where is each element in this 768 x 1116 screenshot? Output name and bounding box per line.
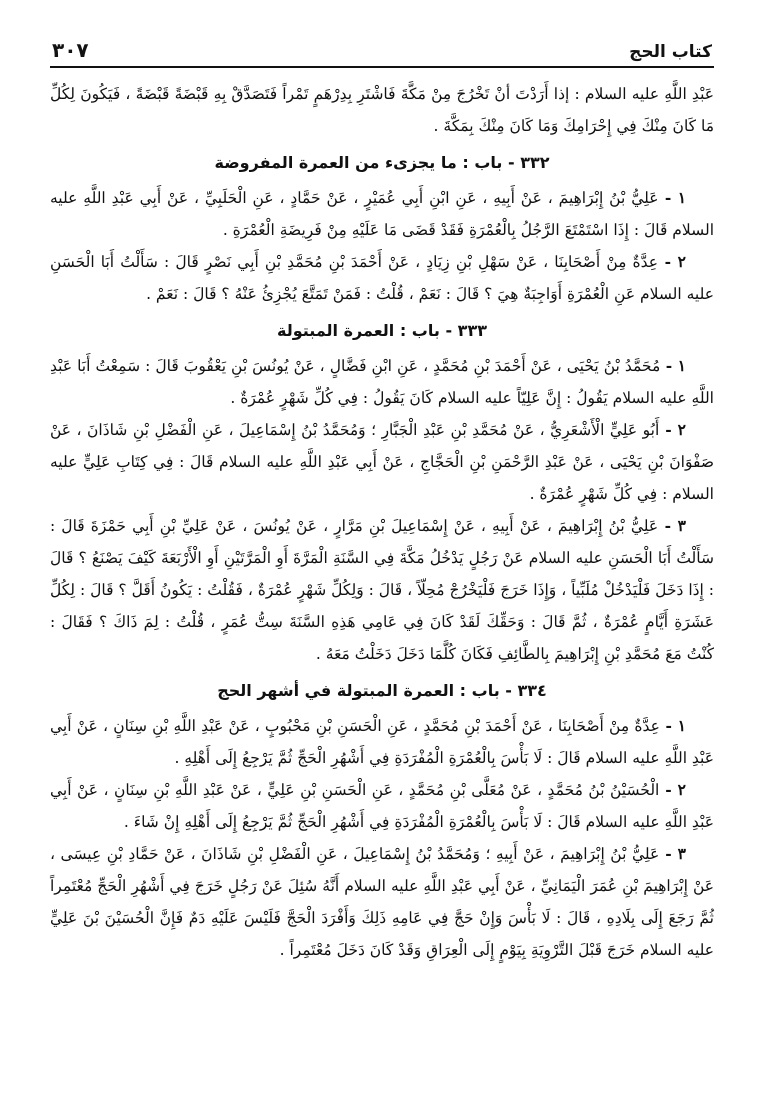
hadith-paragraph — [50, 774, 714, 838]
hadith-text: أَبُو عَلِيٍّ الْأَشْعَرِيُّ ، عَنْ مُحَمَّدِ بْنِ عَبْدِ الْجَبَّارِ ؛ وَمُحَمَّدُ بْنُ إِسْمَاعِيلَ ، عَنِ الْفَضْلِ بْنِ شَاذَانَ ، عَنْ صَفْوَانَ بْنِ يَحْيَى ، عَنْ عَبْدِ الرَّحْمَنِ بْنِ الْحَجَّاجِ ، عَنْ أَبِي عَبْدِ اللَّهِ عليه السلام قَالَ : فِي كِتَابِ عَلِيٍّ عليه السلام : فِي كُلِّ شَهْرٍ عُمْرَةٌ . — [50, 421, 714, 503]
running-header — [50, 28, 714, 68]
hadith-number: ٣ - — [658, 516, 686, 535]
continuation-paragraph — [50, 78, 714, 142]
hadith-text: عَلِيُّ بْنُ إِبْرَاهِيمَ ، عَنْ أَبِيهِ ، عَنِ ابْنِ أَبِي عُمَيْرٍ ، عَنْ حَمَّادٍ ، عَنِ الْحَلَبِيِّ ، عَنْ أَبِي عَبْدِ اللَّهِ عليه السلام قَالَ : إِذَا اسْتَمْتَعَ الرَّجُلُ بِالْعُمْرَةِ فَقَدْ قَضَى مَا عَلَيْهِ مِنْ فَرِيضَةِ الْعُمْرَةِ . — [50, 189, 714, 239]
hadith-text: عِدَّةٌ مِنْ أَصْحَابِنَا ، عَنْ أَحْمَدَ بْنِ مُحَمَّدٍ ، عَنِ الْحَسَنِ بْنِ مَحْبُوبٍ ، عَنْ عَبْدِ اللَّهِ بْنِ سِنَانٍ ، عَنْ أَبِي عَبْدِ اللَّهِ عليه السلام قَالَ : لَا بَأْسَ بِالْعُمْرَةِ الْمُفْرَدَةِ فِي أَشْهُرِ الْحَجِّ ثُمَّ يَرْجِعُ إِلَى أَهْلِهِ . — [50, 717, 714, 767]
hadith-number: ١ - — [659, 716, 686, 735]
hadith-text: عَلِيُّ بْنُ إِبْرَاهِيمَ ، عَنْ أَبِيهِ ، عَنْ إِسْمَاعِيلَ بْنِ مَرَّارٍ ، عَنْ يُونُسَ ، عَنْ عَلِيِّ بْنِ أَبِي حَمْزَةَ قَالَ : سَأَلْتُ أَبَا الْحَسَنِ عليه السلام عَنْ رَجُلٍ يَدْخُلُ مَكَّةَ فِي السَّنَةِ الْمَرَّةَ أَوِ الْمَرَّتَيْنِ أَوِ الْأَرْبَعَةَ كَيْفَ يَصْنَعُ ؟ قَالَ : إِذَا دَخَلَ فَلْيَدْخُلْ مُلَبِّياً ، وَإِذَا خَرَجَ فَلْيَخْرُجْ مُحِلّاً ، قَالَ : وَلِكُلِّ شَهْرٍ عُمْرَةٌ ، فَقُلْتُ : يَكُونُ أَقَلَّ ؟ قَالَ : لِكُلِّ عَشَرَةِ أَيَّامٍ عُمْرَةٌ ، ثُمَّ قَالَ : وَحَقِّكَ لَقَدْ كَانَ فِي عَامِي هَذِهِ السَّنَةَ سِتُّ عُمَرٍ ، قُلْتُ : لِمَ ذَاكَ ؟ فَقَالَ : كُنْتُ مَعَ مُحَمَّدِ بْنِ إِبْرَاهِيمَ بِالطَّائِفِ فَكَانَ كُلَّمَا دَخَلَ دَخَلْتُ مَعَهُ . — [50, 517, 714, 663]
hadith-text: عَلِيُّ بْنُ إِبْرَاهِيمَ ، عَنْ أَبِيهِ ؛ وَمُحَمَّدُ بْنُ إِسْمَاعِيلَ ، عَنِ الْفَضْلِ بْنِ شَاذَانَ ، عَنْ حَمَّادِ بْنِ عِيسَى ، عَنْ إِبْرَاهِيمَ بْنِ عُمَرَ الْيَمَانِيِّ ، عَنْ أَبِي عَبْدِ اللَّهِ عليه السلام أَنَّهُ سُئِلَ عَنْ رَجُلٍ خَرَجَ فِي أَشْهُرِ الْحَجِّ مُعْتَمِراً ثُمَّ رَجَعَ إِلَى بِلَادِهِ ، قَالَ : لَا بَأْسَ وَإِنْ حَجَّ فِي عَامِهِ ذَلِكَ وَأَفْرَدَ الْحَجَّ فَلَيْسَ عَلَيْهِ دَمٌ فَإِنَّ الْحُسَيْنَ بْنَ عَلِيٍّ عليه السلام خَرَجَ قَبْلَ التَّرْوِيَةِ بِيَوْمٍ إِلَى الْعِرَاقِ وَقَدْ كَانَ دَخَلَ مُعْتَمِراً . — [50, 845, 714, 959]
hadith-paragraph — [50, 838, 714, 966]
hadith-paragraph — [50, 414, 714, 510]
page-content — [50, 78, 714, 966]
chapter-heading: ٣٣٢ - باب : ما يجزىء من العمرة المفروضة — [214, 153, 550, 172]
hadith-text: عِدَّةٌ مِنْ أَصْحَابِنَا ، عَنْ سَهْلِ بْنِ زِيَادٍ ، عَنْ أَحْمَدَ بْنِ مُحَمَّدِ بْنِ أَبِي نَصْرٍ قَالَ : سَأَلْتُ أَبَا الْحَسَنِ عليه السلام عَنِ الْعُمْرَةِ أَوَاجِبَةٌ هِيَ ؟ قَالَ : نَعَمْ ، قُلْتُ : فَمَنْ تَمَتَّعَ يُجْزِئُ عَنْهُ ؟ قَالَ : نَعَمْ . — [50, 253, 714, 303]
hadith-number: ٢ - — [659, 780, 686, 799]
hadith-number: ٣ - — [659, 844, 686, 863]
paragraph-text: عَبْدِ اللَّهِ عليه السلام : إذا أَرَدْتَ أنْ تَخْرُجَ مِنْ مَكَّةَ فَاشْتَرِ بِدِرْهَمٍ تَمْراً فَتَصَدَّقْ بِهِ قَبْضَةً قَبْضَةً ، فَيَكُونَ لِكُلِّ مَا كَانَ مِنْكَ فِي إِحْرَامِكَ وَمَا كَانَ مِنْكَ بِمَكَّةَ . — [50, 85, 714, 135]
chapter-heading: ٣٣٣ - باب : العمرة المبتولة — [277, 321, 487, 340]
hadith-paragraph — [50, 510, 714, 670]
hadith-number: ١ - — [658, 188, 687, 207]
page-number: ٣٠٧ — [52, 38, 89, 62]
hadith-paragraph — [50, 182, 714, 246]
hadith-text: الْحُسَيْنُ بْنُ مُحَمَّدٍ ، عَنْ مُعَلَّى بْنِ مُحَمَّدٍ ، عَنِ الْحَسَنِ بْنِ عَلِيٍّ ، عَنْ عَبْدِ اللَّهِ بْنِ سِنَانٍ ، عَنْ أَبِي عَبْدِ اللَّهِ عليه السلام قَالَ : لَا بَأْسَ بِالْعُمْرَةِ الْمُفْرَدَةِ فِي أَشْهُرِ الْحَجِّ ثُمَّ يَرْجِعُ إِلَى أَهْلِهِ إِنْ شَاءَ . — [50, 781, 714, 831]
hadith-paragraph — [50, 350, 714, 414]
hadith-paragraph — [50, 710, 714, 774]
chapter-heading: ٣٣٤ - باب : العمرة المبتولة في أشهر الحج — [217, 681, 547, 700]
hadith-paragraph — [50, 246, 714, 310]
hadith-text: مُحَمَّدُ بْنُ يَحْيَى ، عَنْ أَحْمَدَ بْنِ مُحَمَّدٍ ، عَنِ ابْنِ فَضَّالٍ ، عَنْ يُونُسَ بْنِ يَعْقُوبَ قَالَ : سَمِعْتُ أَبَا عَبْدِ اللَّهِ عليه السلام يَقُولُ : إِنَّ عَلِيّاً عليه السلام كَانَ يَقُولُ : فِي كُلِّ شَهْرٍ عُمْرَةٌ . — [50, 357, 714, 407]
hadith-number: ٢ - — [659, 420, 686, 439]
hadith-number: ١ - — [660, 356, 686, 375]
book-title: كتاب الحج — [629, 42, 712, 62]
hadith-number: ٢ - — [658, 252, 686, 271]
